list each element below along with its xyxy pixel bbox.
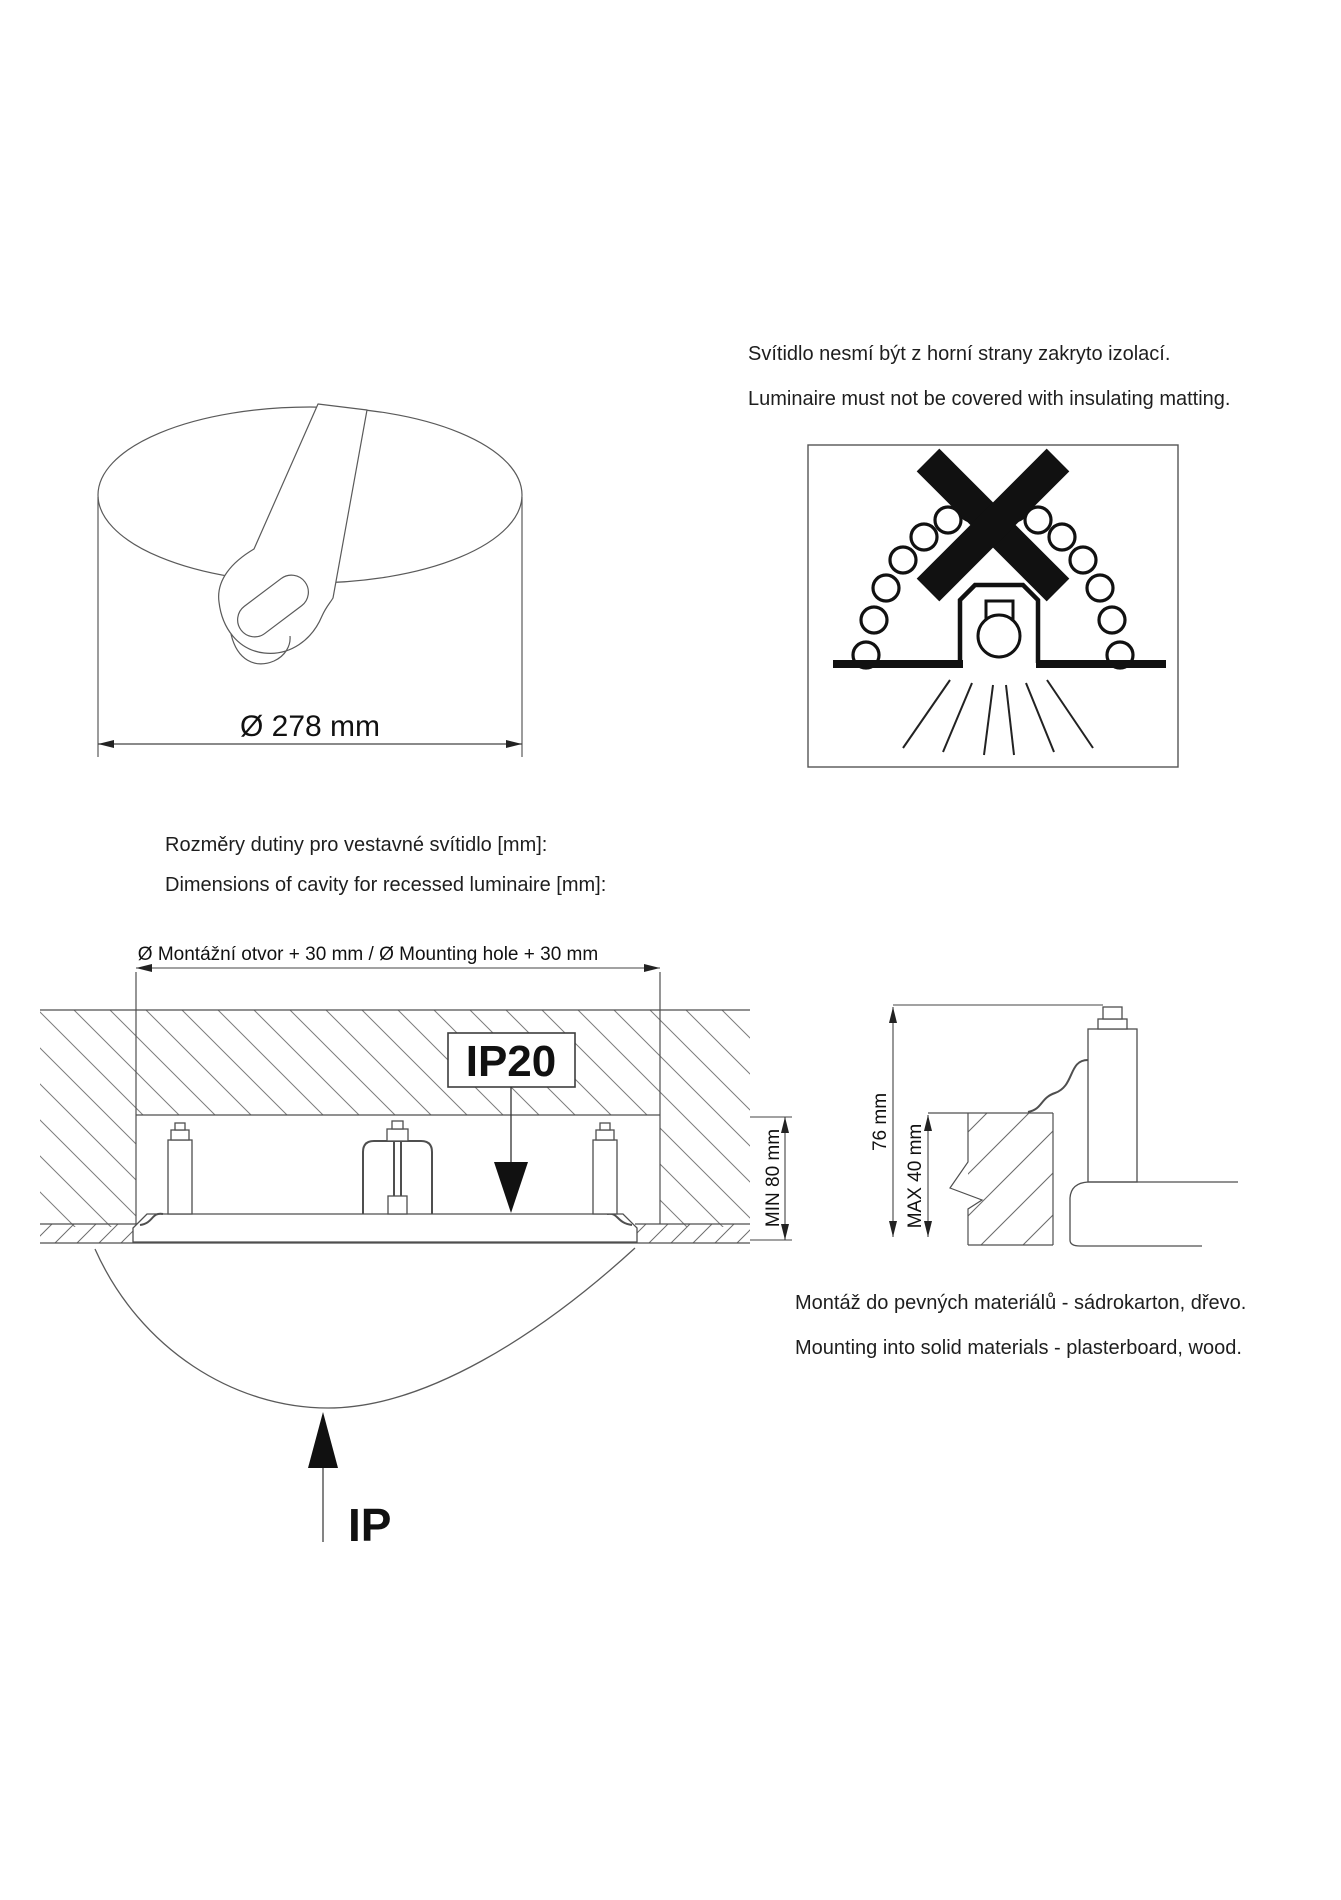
block-hatch <box>968 1113 1053 1245</box>
side-rim <box>1070 1182 1238 1246</box>
ip-callout <box>308 1412 391 1551</box>
standoff-screw-right <box>593 1123 617 1214</box>
side-screw-nut <box>1098 1019 1127 1029</box>
sheet-hatch-left <box>40 1224 147 1243</box>
side-screw-cap <box>1103 1007 1122 1019</box>
mounting-hole-dimension <box>136 944 660 972</box>
ip20-arrow-down <box>494 1162 528 1213</box>
overall-height-label: 76 mm <box>870 1092 891 1152</box>
side-cross-section <box>870 1005 1238 1246</box>
base-plate <box>133 1214 637 1242</box>
side-spring-clip <box>1028 1060 1088 1112</box>
diameter-dimension <box>98 710 522 748</box>
ceiling-bar-right <box>1036 660 1166 668</box>
sheet-hatch-right <box>635 1224 750 1243</box>
cavity-note <box>165 835 606 915</box>
mounting-note-cs: Montáž do pevných materiálů - sádrokarton, dřevo. <box>795 1292 1247 1314</box>
standoff-screw-left <box>168 1123 192 1214</box>
min-depth-label: MIN 80 mm <box>763 1128 784 1228</box>
ip20-callout <box>448 1033 575 1213</box>
ip-arrow-up <box>308 1412 338 1468</box>
min-depth-dimension <box>750 1117 792 1240</box>
mounting-hole-label: Ø Montážní otvor + 30 mm / Ø Mounting hole + 30 mm <box>137 944 599 965</box>
cavity-note-cs: Rozměry dutiny pro vestavné svítidlo [mm]: <box>165 834 548 856</box>
cavity-note-en: Dimensions of cavity for recessed luminaire [mm]: <box>165 874 607 896</box>
insulation-note-en: Luminaire must not be covered with insulating matting. <box>748 388 1231 410</box>
ip20-label: IP20 <box>465 1037 557 1086</box>
max-thickness-dimension <box>905 1115 932 1237</box>
mounting-note <box>795 1293 1246 1383</box>
insulation-note <box>748 344 1230 434</box>
diameter-label: Ø 278 mm <box>239 710 381 743</box>
side-body <box>1088 1029 1137 1182</box>
main-cross-section <box>40 944 792 1551</box>
diffuser-dome <box>95 1248 635 1408</box>
slab-hatch-right <box>660 1115 750 1227</box>
ceiling-bar-left <box>833 660 963 668</box>
max-thickness-label: MAX 40 mm <box>905 1123 926 1229</box>
mounting-note-en: Mounting into solid materials - plasterboard, wood. <box>795 1337 1242 1359</box>
slab-hatch-left <box>40 1115 136 1227</box>
suspension-bracket <box>363 1121 432 1214</box>
slab-hatch-top <box>40 1010 750 1115</box>
recessed-lamp-glyph <box>960 585 1038 663</box>
insulation-note-cs: Svítidlo nesmí být z horní strany zakryto izolací. <box>748 343 1171 365</box>
luminaire-illustration <box>98 404 522 757</box>
no-insulation-pictogram <box>808 445 1178 767</box>
ip-label: IP <box>348 1499 392 1551</box>
